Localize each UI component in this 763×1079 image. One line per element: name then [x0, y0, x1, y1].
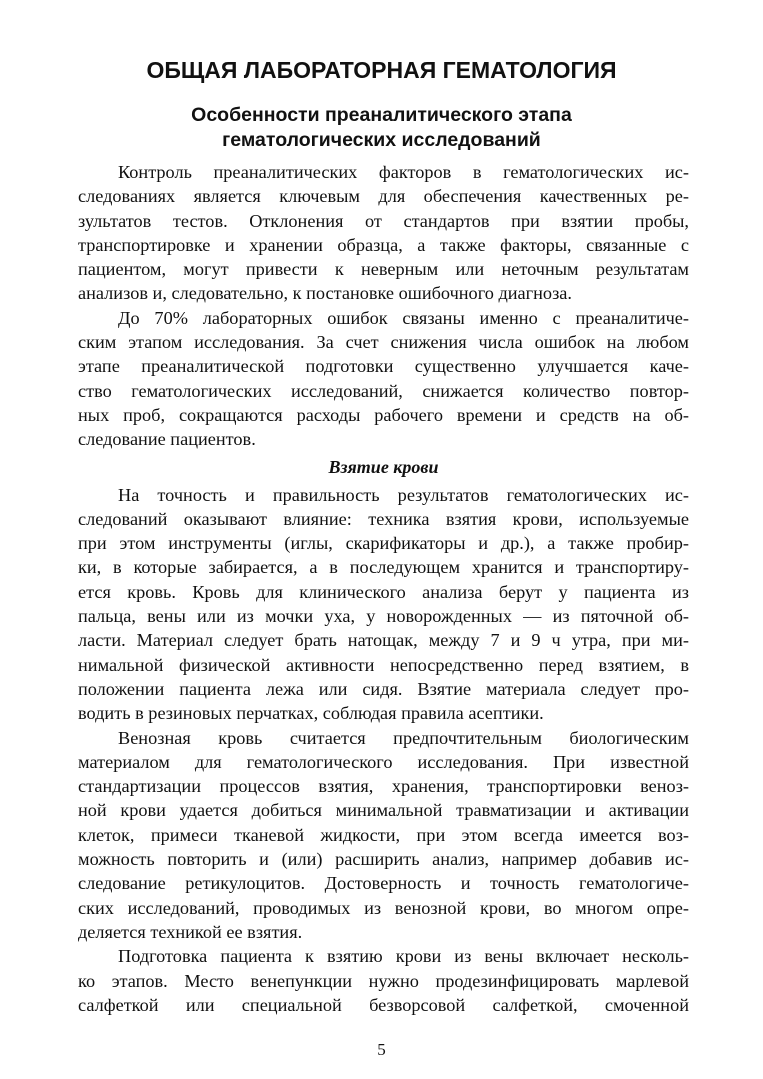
- text-line: зультатов тестов. Отклонения от стандартов при взятии пробы,: [78, 210, 689, 231]
- text-line: ки, в которые забирается, а в последующем хранится и транспортиру-: [78, 557, 689, 578]
- text-line: ским этапом исследования. За счет снижения числа ошибок на любом: [78, 332, 689, 353]
- text-line: пациентом, могут привести к неверным или неточным результатам: [78, 259, 689, 280]
- paragraph: [78, 160, 689, 306]
- text-line: нимальной физической активности непосредственно перед взятием, в: [78, 654, 689, 675]
- chapter-title: ОБЩАЯ ЛАБОРАТОРНАЯ ГЕМАТОЛОГИЯ: [146, 57, 617, 83]
- text-line: следование пациентов.: [78, 429, 256, 450]
- text-line: транспортировке и хранении образца, а также факторы, связанные с: [78, 234, 689, 255]
- page-number: 5: [377, 1040, 386, 1059]
- text-line: Венозная кровь считается предпочтительным биологическим: [118, 727, 689, 748]
- section-title-line: гематологических исследований: [222, 129, 541, 151]
- text-line: ко этапов. Место венепункции нужно продезинфицировать марлевой: [78, 970, 689, 991]
- text-line: ских исследований, проводимых из венозной крови, во многом опре-: [78, 897, 689, 918]
- text-line: при этом инструменты (иглы, скарификаторы и др.), а также пробир-: [78, 533, 689, 554]
- text-line: следований оказывают влияние: техника взятия крови, используемые: [78, 508, 689, 529]
- body-text: [78, 160, 689, 1017]
- text-line: До 70% лабораторных ошибок связаны именно с преаналитиче-: [118, 307, 689, 328]
- text-line: ных проб, сокращаются расходы рабочего времени и средств на об-: [78, 404, 689, 425]
- text-line: пальца, вены или из мочки уха, у новорожденных — из пяточной об-: [78, 606, 689, 627]
- text-line: ласти. Материал следует брать натощак, между 7 и 9 ч утра, при ми-: [78, 630, 689, 651]
- paragraph: [78, 306, 689, 452]
- text-line: положении пациента лежа или сидя. Взятие материала следует про-: [78, 678, 689, 699]
- text-line: ется кровь. Кровь для клинического анализа берут у пациента из: [78, 581, 689, 602]
- text-line: этапе преаналитической подготовки существенно улучшается каче-: [78, 356, 689, 377]
- section-title: [0, 103, 763, 153]
- text-line: деляется техникой ее взятия.: [78, 921, 303, 942]
- section-title-line: Особенности преаналитического этапа: [191, 104, 572, 126]
- text-line: анализов и, следовательно, к постановке ошибочного диагноза.: [78, 283, 572, 304]
- text-line: клеток, примеси тканевой жидкости, при этом всегда имеется воз-: [78, 824, 689, 845]
- text-line: На точность и правильность результатов гематологических ис-: [118, 484, 689, 505]
- text-line: следованиях является ключевым для обеспечения качественных ре-: [78, 186, 689, 207]
- paragraph: [78, 726, 689, 945]
- text-line: салфеткой или специальной безворсовой салфеткой, смоченной: [78, 994, 689, 1015]
- subsection-heading: Взятие крови: [328, 456, 439, 477]
- paragraph: [78, 944, 689, 1017]
- text-line: водить в резиновых перчатках, соблюдая правила асептики.: [78, 703, 544, 724]
- text-line: можность повторить и (или) расширить анализ, например добавив ис-: [78, 849, 689, 870]
- text-line: Контроль преаналитических факторов в гематологических ис-: [118, 162, 689, 182]
- text-line: стандартизации процессов взятия, хранения, транспортировки веноз-: [78, 776, 689, 797]
- text-line: следование ретикулоцитов. Достоверность и точность гематологиче-: [78, 873, 689, 894]
- text-line: ство гематологических исследований, снижается количество повтор-: [78, 380, 689, 401]
- paragraph: [78, 483, 689, 726]
- text-line: Подготовка пациента к взятию крови из вены включает несколь-: [118, 946, 689, 967]
- text-line: ной крови удается добиться минимальной травматизации и активации: [78, 800, 689, 821]
- text-line: материалом для гематологического исследования. При известной: [78, 751, 689, 772]
